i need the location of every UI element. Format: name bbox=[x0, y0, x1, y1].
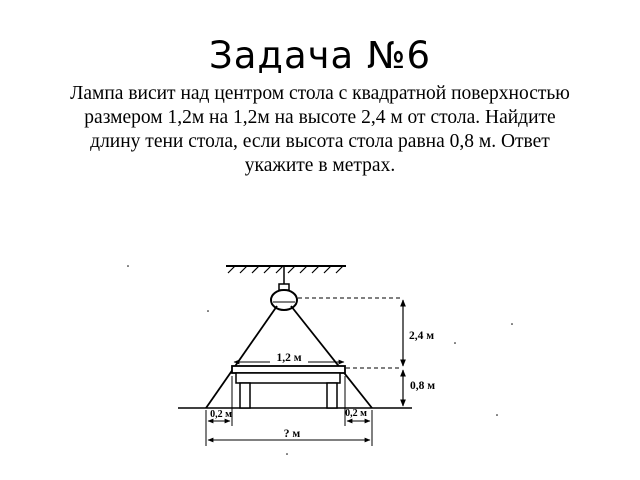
problem-line: длину тени стола, если высота стола равна 0,8 м. Ответ bbox=[90, 131, 550, 152]
table-height-label: 0,8 м bbox=[410, 380, 436, 392]
shadow-right-label: 0,2 м bbox=[345, 408, 367, 419]
problem-line: размером 1,2м на 1,2м на высоте 2,4 м от стола. Найдите bbox=[84, 107, 556, 128]
slide-title: Задача №6 bbox=[209, 34, 431, 77]
lamp bbox=[271, 266, 297, 310]
height-dimensions bbox=[403, 300, 435, 406]
problem-line: укажите в метрах. bbox=[244, 155, 396, 176]
table-width-label: 1,2 м bbox=[276, 352, 302, 364]
shadow-total-dimension bbox=[208, 427, 370, 440]
shadow-total-label: ? м bbox=[283, 428, 301, 440]
scan-specks bbox=[127, 265, 513, 455]
shadow-left-label: 0,2 м bbox=[210, 409, 232, 420]
problem-line: Лампа висит над центром стола с квадратной поверхностью bbox=[70, 83, 570, 104]
lamp-height-label: 2,4 м bbox=[409, 330, 435, 342]
table bbox=[232, 366, 345, 408]
ceiling bbox=[226, 266, 346, 273]
